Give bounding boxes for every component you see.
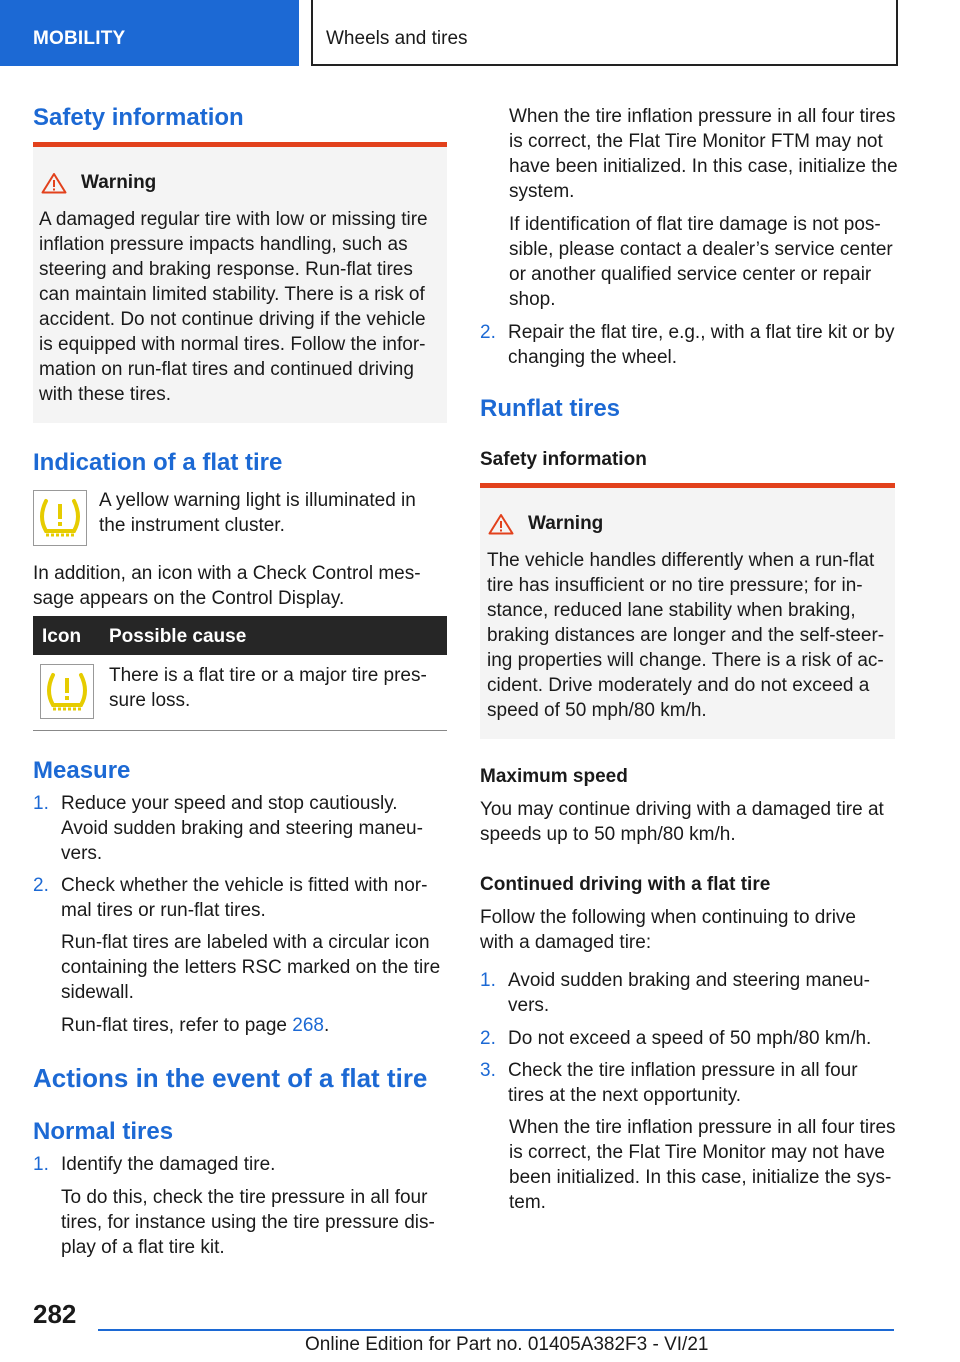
text-line: sidewall.	[61, 982, 134, 1003]
page-link[interactable]: 268	[292, 1015, 324, 1036]
heading-safety-information: Safety information	[33, 104, 244, 131]
section-label: MOBILITY	[33, 28, 126, 49]
text-line: A damaged regular tire with low or missing tire	[39, 209, 428, 230]
page-number: 282	[33, 1299, 77, 1329]
text-line: the instrument cluster.	[99, 515, 285, 536]
text-line: Avoid sudden braking and steering maneu-	[61, 818, 423, 839]
text-line: inflation pressure impacts handling, such as	[39, 234, 408, 255]
subheading-continued: Continued driving with a flat tire	[480, 874, 771, 895]
text-line: Follow the following when continuing to drive	[480, 907, 856, 928]
text-line: shop.	[509, 289, 556, 310]
warning-text	[487, 548, 891, 723]
warning-triangle-icon	[41, 172, 67, 194]
text-line: stance, reduced lane stability when braking,	[487, 600, 856, 621]
text-line: tires, for instance using the tire pressure dis-	[61, 1212, 435, 1233]
heading-indication: Indication of a flat tire	[33, 449, 283, 476]
warning-title: Warning	[528, 513, 604, 534]
column-header-icon: Icon	[42, 626, 82, 647]
list-item	[480, 968, 896, 1016]
right-second-paragraph	[509, 212, 893, 312]
list-number: 2.	[480, 322, 496, 343]
list-number: 2.	[33, 875, 49, 896]
list-number: 1.	[33, 1154, 49, 1175]
chapter-title: Wheels and tires	[326, 28, 468, 49]
text-line: To do this, check the tire pressure in all four	[61, 1187, 428, 1208]
text-line: play of a flat tire kit.	[61, 1237, 225, 1258]
max-speed-text	[480, 797, 884, 847]
flat-tire-display-icon	[40, 664, 94, 719]
heading-measure: Measure	[33, 757, 131, 784]
text-line: speeds up to 50 mph/80 km/h.	[480, 824, 736, 845]
warning-title: Warning	[81, 172, 157, 193]
text-line: steering and braking response. Run-flat tires	[39, 259, 413, 280]
warning-text	[39, 207, 443, 407]
text-line: The vehicle handles differently when a run-flat	[487, 550, 875, 571]
indication-paragraph	[33, 561, 421, 611]
subheading-safety: Safety information	[480, 449, 647, 470]
text-line: changing the wheel.	[508, 347, 678, 368]
normal-note	[61, 1185, 435, 1260]
list-item	[33, 873, 447, 921]
text-line: Do not exceed a speed of 50 mph/80 km/h.	[508, 1028, 872, 1049]
flat-tire-warning-light-icon	[33, 490, 87, 546]
text-line: In addition, an icon with a Check Control mes-	[33, 563, 421, 584]
table-row-cause	[109, 663, 427, 713]
heading-actions: Actions in the event of a flat tire	[33, 1063, 428, 1093]
text-line: cident. Drive moderately and do not exceed a	[487, 675, 870, 696]
subheading-max-speed: Maximum speed	[480, 766, 628, 787]
warning-heading	[41, 172, 156, 194]
text-line: ing properties will change. There is a risk of ac-	[487, 650, 884, 671]
text-line: Reduce your speed and stop cautiously.	[61, 793, 398, 814]
text-line: containing the letters RSC marked on the tire	[61, 957, 441, 978]
list-number: 1.	[33, 793, 49, 814]
text-line: sure loss.	[109, 690, 191, 711]
text-line: tem.	[509, 1192, 546, 1213]
text-line: sible, please contact a dealer’s service center	[509, 239, 893, 260]
text-line: If identification of flat tire damage is not pos-	[509, 214, 881, 235]
section-tab[interactable]	[0, 0, 299, 66]
text-line: vers.	[61, 843, 103, 864]
column-header-cause: Possible cause	[109, 626, 247, 647]
text-line: Check the tire inflation pressure in all four	[508, 1060, 858, 1081]
text-line: Repair the flat tire, e.g., with a flat tire kit or by	[508, 322, 895, 343]
text-line: Run-flat tires are labeled with a circular icon	[61, 932, 430, 953]
text-line: mal tires or run-flat tires.	[61, 900, 266, 921]
text-line: braking distances are longer and the self-steer-	[487, 625, 885, 646]
text-line: You may continue driving with a damaged tire at	[480, 799, 884, 820]
list-item	[33, 1152, 447, 1177]
list-item	[480, 1058, 896, 1106]
chapter-header	[311, 0, 898, 66]
reference-text: Run-flat tires, refer to page	[61, 1015, 293, 1036]
indication-text	[99, 488, 416, 538]
text-line: Avoid sudden braking and steering maneu-	[508, 970, 870, 991]
text-line: or another qualified service center or repair	[509, 264, 872, 285]
text-line: When the tire inflation pressure in all four tires	[509, 1117, 896, 1138]
text-line: vers.	[508, 995, 550, 1016]
text-line: sage appears on the Control Display.	[33, 588, 345, 609]
text-line: Identify the damaged tire.	[61, 1154, 276, 1175]
footer-rule	[98, 1329, 894, 1331]
text-line: accident. Do not continue driving if the vehicle	[39, 309, 426, 330]
text-line: can maintain limited stability. There is a risk of	[39, 284, 425, 305]
warning-box	[480, 483, 895, 739]
text-line: mation on run-flat tires and continued driving	[39, 359, 414, 380]
reference-end: .	[323, 1015, 330, 1036]
list-number: 3.	[480, 1060, 496, 1081]
continued-note	[509, 1115, 896, 1215]
text-line: have been initialized. In this case, initialize the	[509, 156, 898, 177]
measure-note	[61, 930, 440, 1005]
text-line: Check whether the vehicle is fitted with nor-	[61, 875, 428, 896]
warning-heading	[488, 513, 603, 535]
heading-normal-tires: Normal tires	[33, 1118, 174, 1145]
warning-box	[33, 142, 447, 423]
list-number: 2.	[480, 1028, 496, 1049]
text-line: is correct, the Flat Tire Monitor FTM may not	[509, 131, 883, 152]
list-number: 1.	[480, 970, 496, 991]
list-item	[33, 791, 447, 864]
text-line: is correct, the Flat Tire Monitor may not have	[509, 1142, 885, 1163]
text-line: When the tire inflation pressure in all four tires	[509, 106, 896, 127]
text-line: There is a flat tire or a major tire pres-	[109, 665, 427, 686]
text-line: tire has insufficient or no tire pressure; for in-	[487, 575, 863, 596]
table-divider	[33, 730, 447, 731]
warning-triangle-icon	[488, 513, 514, 535]
list-item	[480, 320, 896, 368]
list-item	[480, 1026, 896, 1051]
right-top-paragraph	[509, 104, 898, 204]
table-header	[33, 616, 447, 655]
text-line: is equipped with normal tires. Follow the infor-	[39, 334, 426, 355]
measure-reference	[61, 1013, 329, 1038]
text-line: with a damaged tire:	[480, 932, 652, 953]
text-line: tires at the next opportunity.	[508, 1085, 742, 1106]
text-line: speed of 50 mph/80 km/h.	[487, 700, 707, 721]
text-line: A yellow warning light is illuminated in	[99, 490, 416, 511]
heading-runflat: Runflat tires	[480, 395, 621, 422]
footer-edition: Online Edition for Part no. 01405A382F3 - VI/21	[305, 1334, 709, 1355]
text-line: been initialized. In this case, initialize the sys-	[509, 1167, 892, 1188]
text-line: system.	[509, 181, 575, 202]
continued-text	[480, 905, 856, 955]
text-line: with these tires.	[39, 384, 171, 405]
